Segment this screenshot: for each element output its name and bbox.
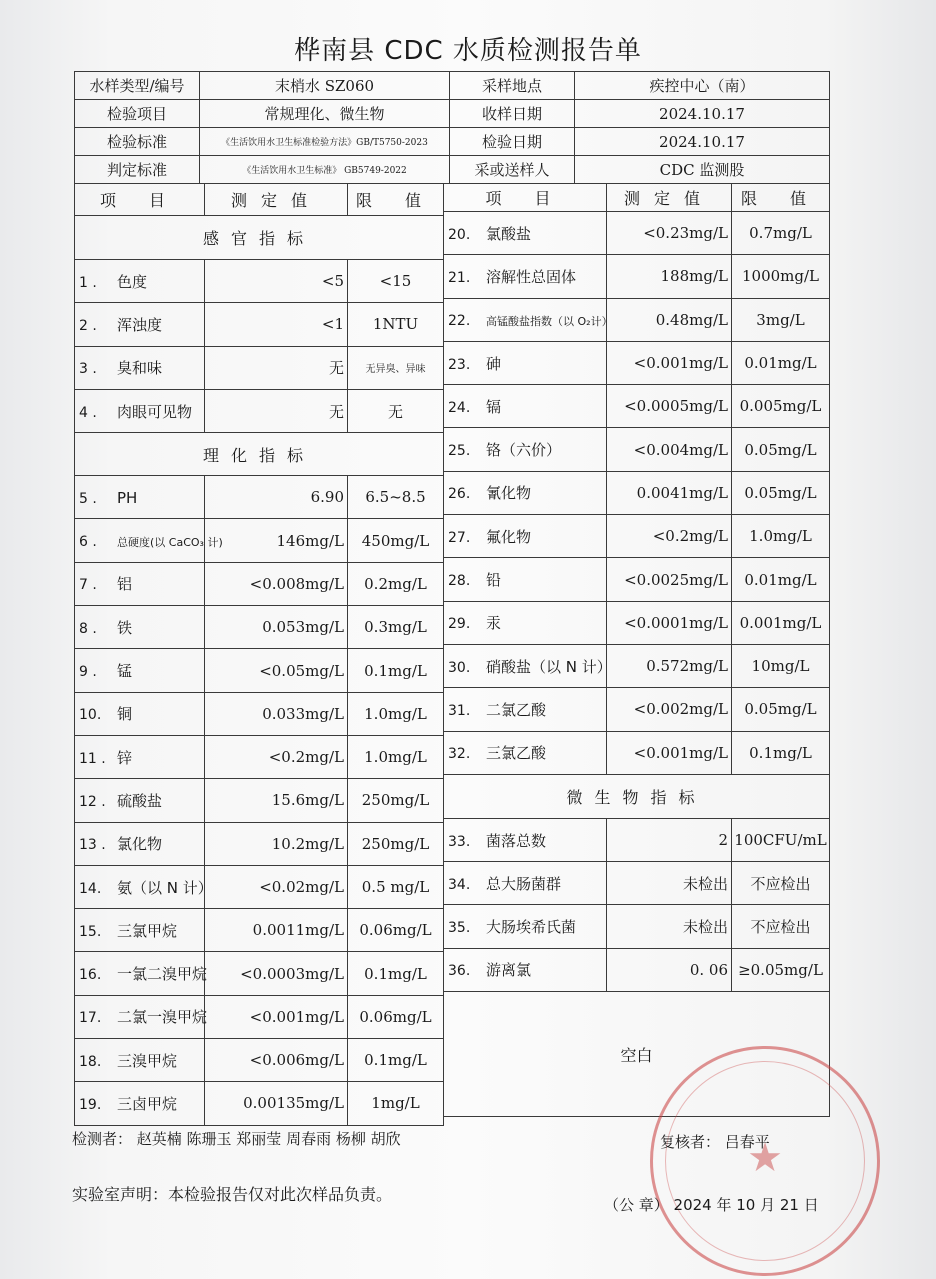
- measured-value: <0.0001mg/L: [607, 601, 732, 644]
- sample-type-label: 水样类型/编号: [75, 72, 200, 100]
- item-number: 27.: [448, 529, 471, 546]
- item-cell: [444, 905, 607, 948]
- left-results-table: [74, 183, 444, 1126]
- measured-value: 10.2mg/L: [205, 822, 348, 865]
- item-number: 9 .: [79, 664, 97, 681]
- limit-value: 450mg/L: [348, 519, 444, 562]
- item-number: 32.: [448, 746, 471, 763]
- measured-value: <0.23mg/L: [607, 212, 732, 255]
- item-number: 21.: [448, 269, 471, 286]
- item-number: 36.: [448, 963, 471, 980]
- item-name: 铝: [117, 575, 133, 594]
- item-number: 33.: [448, 833, 471, 850]
- measured-value: 0.0041mg/L: [607, 471, 732, 514]
- item-number: 31.: [448, 702, 471, 719]
- star-icon: ★: [747, 1135, 783, 1181]
- measured-value: <0.02mg/L: [205, 865, 348, 908]
- measured-value: <0.0005mg/L: [607, 385, 732, 428]
- result-row: [75, 865, 444, 908]
- item-cell: [444, 471, 607, 514]
- result-row: [75, 909, 444, 952]
- item-cell: [75, 865, 213, 908]
- item-cell: [75, 1082, 205, 1125]
- item-name: 氨（以 N 计）: [117, 878, 213, 897]
- test-items-value: 常规理化、微生物: [200, 100, 450, 128]
- limit-value: <15: [348, 260, 444, 303]
- judge-standard-value: 《生活饮用水卫生标准》 GB5749-2022: [200, 156, 450, 184]
- limit-value: 1.0mg/L: [348, 735, 444, 778]
- result-row: [444, 601, 830, 644]
- item-number: 29.: [448, 616, 471, 633]
- right-results-table: [443, 183, 830, 1117]
- item-name: 肉眼可见物: [117, 402, 193, 421]
- item-cell: [75, 476, 205, 519]
- item-name: 溶解性总固体: [486, 267, 577, 286]
- limit-value: 无: [348, 389, 444, 432]
- result-row: [75, 562, 444, 605]
- item-number: 34.: [448, 876, 471, 893]
- item-name: 总硬度(以 CaCO₃ 计): [117, 536, 223, 550]
- item-name: 铅: [486, 571, 502, 590]
- item-name: 氰化物: [486, 484, 532, 503]
- measured-value: <5: [205, 260, 348, 303]
- limit-value: 10mg/L: [732, 644, 830, 687]
- item-name: 一氯二溴甲烷: [117, 965, 208, 984]
- measured-value: 无: [205, 346, 348, 389]
- limit-value: 250mg/L: [348, 779, 444, 822]
- item-number: 15.: [79, 923, 102, 940]
- result-row: [444, 471, 830, 514]
- item-name: 硝酸盐（以 N 计）: [486, 657, 612, 676]
- item-cell: [75, 779, 205, 822]
- item-cell: [75, 692, 205, 735]
- sampling-site-value: 疾控中心（南）: [575, 72, 830, 100]
- measured-value: <0.2mg/L: [607, 515, 732, 558]
- sample-type-value: 末梢水 SZ060: [200, 72, 450, 100]
- item-name: 色度: [117, 272, 148, 291]
- item-number: 24.: [448, 399, 471, 416]
- measured-value: 15.6mg/L: [205, 779, 348, 822]
- result-row: [444, 688, 830, 731]
- seal-date: （公 章） 2024 年 10 月 21 日: [604, 1196, 819, 1214]
- limit-value: 1mg/L: [348, 1082, 444, 1125]
- measured-value: 未检出: [607, 905, 732, 948]
- blank-cell: 空白: [444, 992, 830, 1117]
- item-cell: [444, 731, 607, 774]
- limit-value: 250mg/L: [348, 822, 444, 865]
- measured-value: <0.008mg/L: [205, 562, 348, 605]
- item-cell: [75, 562, 205, 605]
- result-row: [444, 298, 830, 341]
- item-cell: [444, 212, 607, 255]
- item-cell: [444, 385, 607, 428]
- result-row: [75, 822, 444, 865]
- item-cell: [444, 255, 607, 298]
- section-physchem: 理化指标: [75, 433, 444, 476]
- item-number: 18.: [79, 1053, 102, 1070]
- result-row: [444, 255, 830, 298]
- lab-statement: 实验室声明：本检验报告仅对此次样品负责。: [72, 1185, 393, 1204]
- item-name: PH: [117, 488, 138, 507]
- measured-value: 188mg/L: [607, 255, 732, 298]
- limit-value: 6.5~8.5: [348, 476, 444, 519]
- limit-value: 1000mg/L: [732, 255, 830, 298]
- result-row: [444, 731, 830, 774]
- item-number: 14.: [79, 880, 102, 897]
- item-number: 8 .: [79, 620, 97, 637]
- limit-value: 1.0mg/L: [732, 515, 830, 558]
- result-row: [444, 341, 830, 384]
- result-row: [75, 779, 444, 822]
- item-number: 5 .: [79, 490, 97, 507]
- limit-value: 0.1mg/L: [348, 952, 444, 995]
- item-cell: [75, 735, 205, 778]
- item-number: 3 .: [79, 361, 97, 378]
- item-cell: [75, 303, 205, 346]
- item-name: 高锰酸盐指数（以 O₂计）: [486, 315, 613, 329]
- result-row: [75, 995, 444, 1038]
- item-number: 1 .: [79, 274, 97, 291]
- item-cell: [444, 688, 607, 731]
- item-name: 总大肠菌群: [486, 874, 562, 893]
- result-row: [444, 515, 830, 558]
- measured-value: <0.004mg/L: [607, 428, 732, 471]
- section-micro: 微生物指标: [444, 774, 830, 818]
- limit-value: 无异臭、异味: [348, 346, 444, 389]
- limit-value: 0.01mg/L: [732, 341, 830, 384]
- item-cell: [444, 644, 612, 687]
- measured-value: 6.90: [205, 476, 348, 519]
- measured-value: 0. 06: [607, 948, 732, 991]
- limit-value: 0.1mg/L: [348, 649, 444, 692]
- item-number: 25.: [448, 443, 471, 460]
- item-cell: [444, 558, 607, 601]
- limit-value: 1.0mg/L: [348, 692, 444, 735]
- measured-value: 无: [205, 389, 348, 432]
- limit-value: 0.06mg/L: [348, 909, 444, 952]
- test-standard-value: 《生活饮用水卫生标准检验方法》GB/T5750-2023: [200, 128, 450, 156]
- result-row: [75, 389, 444, 432]
- sampling-site-label: 采样地点: [450, 72, 575, 100]
- item-name: 硫酸盐: [117, 791, 163, 810]
- result-row: [444, 905, 830, 948]
- limit-value: 0.3mg/L: [348, 606, 444, 649]
- col-limit-header: 限 值: [348, 184, 444, 216]
- reviewer-line: 复核者： 吕春平: [660, 1133, 770, 1151]
- item-number: 16.: [79, 967, 102, 984]
- item-name: 二氯乙酸: [486, 700, 547, 719]
- limit-value: 0.7mg/L: [732, 212, 830, 255]
- item-number: 23.: [448, 356, 471, 373]
- test-items-label: 检验项目: [75, 100, 200, 128]
- item-name: 三溴甲烷: [117, 1051, 178, 1070]
- measured-value: <0.05mg/L: [205, 649, 348, 692]
- result-row: [75, 735, 444, 778]
- result-row: [75, 303, 444, 346]
- item-number: 30.: [448, 659, 471, 676]
- report-title: 桦南县 CDC 水质检测报告单: [294, 36, 642, 66]
- measured-value: 0.033mg/L: [205, 692, 348, 735]
- item-cell: [444, 818, 607, 861]
- item-cell: [75, 519, 223, 562]
- limit-value: ≥0.05mg/L: [732, 948, 830, 991]
- item-number: 4 .: [79, 404, 97, 421]
- col-item-header-right: 项 目: [444, 184, 607, 212]
- judge-standard-label: 判定标准: [75, 156, 200, 184]
- limit-value: 不应检出: [732, 862, 830, 905]
- limit-value: 0.2mg/L: [348, 562, 444, 605]
- item-number: 26.: [448, 486, 471, 503]
- item-cell: [75, 1039, 205, 1082]
- item-number: 19.: [79, 1096, 102, 1113]
- measured-value: <0.001mg/L: [205, 995, 348, 1038]
- item-name: 铬（六价）: [486, 441, 562, 460]
- result-row: [75, 649, 444, 692]
- result-row: [75, 346, 444, 389]
- item-number: 2 .: [79, 317, 97, 334]
- measured-value: <0.006mg/L: [205, 1039, 348, 1082]
- result-row: [444, 558, 830, 601]
- item-number: 17.: [79, 1010, 102, 1027]
- item-cell: [75, 822, 205, 865]
- item-name: 氯酸盐: [486, 224, 532, 243]
- item-cell: [444, 298, 613, 341]
- limit-value: 0.05mg/L: [732, 688, 830, 731]
- measured-value: 0.572mg/L: [607, 644, 732, 687]
- result-row: [75, 260, 444, 303]
- measured-value: 0.053mg/L: [205, 606, 348, 649]
- item-number: 28.: [448, 573, 471, 590]
- item-cell: [75, 606, 205, 649]
- measured-value: 0.48mg/L: [607, 298, 732, 341]
- official-seal: [650, 1046, 880, 1276]
- measured-value: 0.0011mg/L: [205, 909, 348, 952]
- item-cell: [444, 601, 607, 644]
- item-name: 汞: [486, 614, 502, 633]
- item-name: 铜: [117, 705, 133, 724]
- item-name: 锌: [117, 748, 133, 767]
- limit-value: 0.06mg/L: [348, 995, 444, 1038]
- limit-value: 0.05mg/L: [732, 428, 830, 471]
- item-cell: [444, 515, 607, 558]
- item-name: 砷: [486, 354, 502, 373]
- limit-value: 0.1mg/L: [348, 1039, 444, 1082]
- testers-line: 检测者： 赵英楠 陈珊玉 郑丽莹 周春雨 杨柳 胡欣: [72, 1130, 401, 1148]
- result-row: [444, 428, 830, 471]
- item-name: 臭和味: [117, 359, 163, 378]
- measured-value: 0.00135mg/L: [205, 1082, 348, 1125]
- limit-value: 3mg/L: [732, 298, 830, 341]
- limit-value: 0.1mg/L: [732, 731, 830, 774]
- item-cell: [75, 260, 205, 303]
- item-name: 铁: [117, 618, 133, 637]
- test-date-label: 检验日期: [450, 128, 575, 156]
- item-name: 锰: [117, 662, 133, 681]
- result-row: [75, 519, 444, 562]
- result-row: [444, 862, 830, 905]
- item-cell: [75, 649, 205, 692]
- item-cell: [75, 909, 205, 952]
- result-row: [75, 1082, 444, 1125]
- measured-value: <0.001mg/L: [607, 341, 732, 384]
- limit-value: 0.001mg/L: [732, 601, 830, 644]
- sender-value: CDC 监测股: [575, 156, 830, 184]
- receive-date-value: 2024.10.17: [575, 100, 830, 128]
- item-cell: [75, 995, 208, 1038]
- result-row: [75, 606, 444, 649]
- item-name: 大肠埃希氏菌: [486, 918, 577, 937]
- item-name: 三卤甲烷: [117, 1094, 178, 1113]
- item-number: 22.: [448, 313, 471, 330]
- measured-value: 2: [607, 818, 732, 861]
- measured-value: <0.001mg/L: [607, 731, 732, 774]
- item-name: 三氯乙酸: [486, 744, 547, 763]
- item-cell: [75, 952, 208, 995]
- test-date-value: 2024.10.17: [575, 128, 830, 156]
- item-name: 三氯甲烷: [117, 921, 178, 940]
- limit-value: 0.01mg/L: [732, 558, 830, 601]
- item-name: 镉: [486, 397, 502, 416]
- measured-value: <0.2mg/L: [205, 735, 348, 778]
- item-name: 浑浊度: [117, 315, 163, 334]
- result-row: [75, 1039, 444, 1082]
- limit-value: 不应检出: [732, 905, 830, 948]
- item-cell: [444, 428, 607, 471]
- item-cell: [444, 341, 607, 384]
- item-cell: [444, 948, 607, 991]
- result-row: [444, 212, 830, 255]
- col-measured-header-right: 测定值: [607, 184, 732, 212]
- result-row: [444, 385, 830, 428]
- result-row: [444, 948, 830, 991]
- result-row: [444, 818, 830, 861]
- section-sensory: 感官指标: [75, 216, 444, 260]
- col-measured-header: 测定值: [205, 184, 348, 216]
- measured-value: 146mg/L: [205, 519, 348, 562]
- result-row: [75, 692, 444, 735]
- result-row: [75, 476, 444, 519]
- item-number: 20.: [448, 226, 471, 243]
- limit-value: 100CFU/mL: [732, 818, 830, 861]
- measured-value: <0.0025mg/L: [607, 558, 732, 601]
- limit-value: 0.05mg/L: [732, 471, 830, 514]
- col-limit-header-right: 限 值: [732, 184, 830, 212]
- item-number: 10.: [79, 707, 102, 724]
- item-cell: [75, 389, 205, 432]
- item-name: 二氯一溴甲烷: [117, 1008, 208, 1027]
- item-number: 11 .: [79, 750, 106, 767]
- limit-value: 1NTU: [348, 303, 444, 346]
- sender-label: 采或送样人: [450, 156, 575, 184]
- header-table: [74, 71, 830, 184]
- item-name: 氯化物: [117, 835, 163, 854]
- item-name: 游离氯: [486, 961, 532, 980]
- measured-value: 未检出: [607, 862, 732, 905]
- measured-value: <1: [205, 303, 348, 346]
- item-name: 菌落总数: [486, 831, 547, 850]
- item-number: 13 .: [79, 837, 106, 854]
- item-cell: [444, 862, 607, 905]
- test-standard-label: 检验标准: [75, 128, 200, 156]
- item-name: 氟化物: [486, 527, 532, 546]
- col-item-header: 项 目: [75, 184, 205, 216]
- result-row: [75, 952, 444, 995]
- item-number: 12 .: [79, 793, 106, 810]
- receive-date-label: 收样日期: [450, 100, 575, 128]
- measured-value: <0.0003mg/L: [205, 952, 348, 995]
- item-number: 7 .: [79, 577, 97, 594]
- measured-value: <0.002mg/L: [607, 688, 732, 731]
- limit-value: 0.005mg/L: [732, 385, 830, 428]
- limit-value: 0.5 mg/L: [348, 865, 444, 908]
- result-row: [444, 644, 830, 687]
- item-cell: [75, 346, 205, 389]
- item-number: 6 .: [79, 534, 97, 551]
- item-number: 35.: [448, 920, 471, 937]
